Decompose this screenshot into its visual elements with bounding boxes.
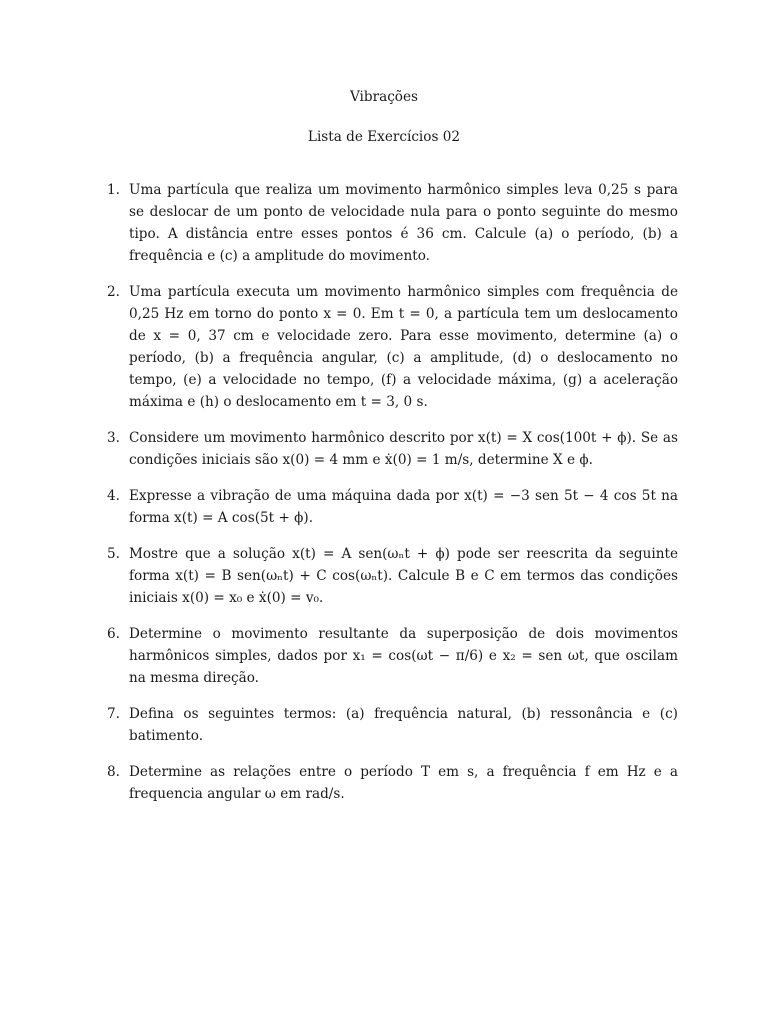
exercise-text: Mostre que a solução x(t) = A sen(ωₙt + ϕ) pode ser reescrita da seguinte forma x(t) = B sen(ωₙt) + C cos(ωₙt). Calcule B e C em termos das condições iniciais x(0) = x₀ e ẋ(0) = v₀. [129,546,678,606]
exercise-item-3 [107,427,678,471]
exercise-text: Determine o movimento resultante da superposição de dois movimentos harmônicos simples, dados por x₁ = cos(ωt − π/6) e x₂ = sen ωt, que oscilam na mesma direção. [129,626,678,686]
exercise-text: Considere um movimento harmônico descrito por x(t) = X cos(100t + ϕ). Se as condições iniciais são x(0) = 4 mm e ẋ(0) = 1 m/s, determine X e ϕ. [129,430,678,468]
exercise-number: 6. [107,626,120,642]
exercise-item-6 [107,623,678,689]
exercise-item-8 [107,761,678,805]
exercise-item-5 [107,543,678,609]
exercise-number: 5. [107,546,120,562]
exercise-text: Determine as relações entre o período T em s, a frequência f em Hz e a frequencia angular ω em rad/s. [129,764,678,802]
document-title: Vibrações [349,89,419,105]
exercise-text: Uma partícula executa um movimento harmônico simples com frequência de 0,25 Hz em torno do ponto x = 0. Em t = 0, a partícula tem um deslocamento de x = 0, 37 cm e velocidade zero. Para esse movimento, determine (a) o período, (b) a frequência angular, (c) a amplitude, (d) o deslocamento no tempo, (e) a velocidade no tempo, (f) a velocidade máxima, (g) a aceleração máxima e (h) o deslocamento em t = 3, 0 s. [129,284,678,410]
exercise-text: Expresse a vibração de uma máquina dada por x(t) = −3 sen 5t − 4 cos 5t na forma x(t) = A cos(5t + ϕ). [129,488,678,526]
exercise-number: 4. [107,488,120,504]
exercise-text: Uma partícula que realiza um movimento harmônico simples leva 0,25 s para se deslocar de um ponto de velocidade nula para o ponto seguinte do mesmo tipo. A distância entre esses pontos é 36 cm. Calcule (a) o período, (b) a frequência e (c) a amplitude do movimento. [129,182,678,264]
document-subtitle: Lista de Exercícios 02 [307,129,461,145]
exercise-text: Defina os seguintes termos: (a) frequência natural, (b) ressonância e (c) batimento. [129,706,678,744]
exercise-item-7 [107,703,678,747]
exercise-number: 3. [107,430,120,446]
exercise-item-1 [107,179,678,267]
exercise-number: 2. [107,284,120,300]
exercise-number: 1. [107,182,120,198]
exercise-list [107,179,678,819]
exercise-item-2 [107,281,678,413]
exercise-number: 8. [107,764,120,780]
exercise-number: 7. [107,706,120,722]
exercise-item-4 [107,485,678,529]
